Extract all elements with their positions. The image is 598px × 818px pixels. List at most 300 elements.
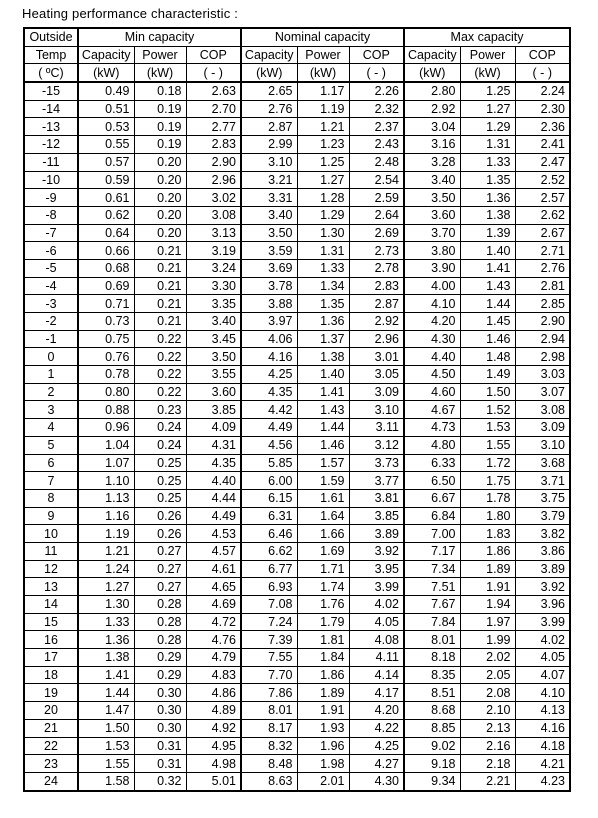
cell-max-power: 1.41 xyxy=(460,259,515,277)
cell-nominal-cop: 3.01 xyxy=(349,348,404,366)
cell-min-cop: 3.24 xyxy=(186,259,241,277)
header-unit: (kW) xyxy=(134,64,186,82)
cell-min-capacity: 0.71 xyxy=(78,295,134,313)
cell-nominal-capacity: 7.39 xyxy=(241,631,297,649)
cell-nominal-capacity: 4.56 xyxy=(241,436,297,454)
cell-min-cop: 3.13 xyxy=(186,224,241,242)
cell-max-capacity: 7.67 xyxy=(404,596,460,614)
cell-min-cop: 4.83 xyxy=(186,666,241,684)
cell-min-cop: 4.72 xyxy=(186,613,241,631)
cell-max-power: 1.43 xyxy=(460,277,515,295)
cell-max-capacity: 4.20 xyxy=(404,313,460,331)
cell-nominal-cop: 2.48 xyxy=(349,153,404,171)
cell-min-cop: 3.02 xyxy=(186,189,241,207)
cell-max-power: 1.97 xyxy=(460,613,515,631)
cell-nominal-cop: 3.92 xyxy=(349,542,404,560)
cell-nominal-capacity: 4.49 xyxy=(241,419,297,437)
cell-nominal-power: 1.44 xyxy=(297,419,349,437)
cell-nominal-capacity: 4.25 xyxy=(241,366,297,384)
cell-min-capacity: 0.66 xyxy=(78,242,134,260)
cell-min-power: 0.20 xyxy=(134,206,186,224)
cell-max-power: 1.33 xyxy=(460,153,515,171)
header-col-power: Power xyxy=(460,46,515,64)
cell-max-cop: 4.16 xyxy=(515,719,570,737)
cell-min-power: 0.29 xyxy=(134,649,186,667)
cell-min-power: 0.20 xyxy=(134,171,186,189)
cell-max-power: 1.86 xyxy=(460,542,515,560)
cell-temp: -2 xyxy=(24,313,78,331)
cell-temp: 1 xyxy=(24,366,78,384)
cell-max-cop: 2.24 xyxy=(515,82,570,100)
cell-max-cop: 3.10 xyxy=(515,436,570,454)
cell-nominal-cop: 4.17 xyxy=(349,684,404,702)
cell-nominal-capacity: 4.42 xyxy=(241,401,297,419)
cell-temp: 3 xyxy=(24,401,78,419)
cell-max-cop: 2.36 xyxy=(515,118,570,136)
cell-min-cop: 3.30 xyxy=(186,277,241,295)
table-row xyxy=(24,100,570,118)
cell-min-power: 0.23 xyxy=(134,401,186,419)
cell-nominal-cop: 4.11 xyxy=(349,649,404,667)
cell-nominal-cop: 2.37 xyxy=(349,118,404,136)
cell-max-capacity: 7.84 xyxy=(404,613,460,631)
cell-temp: 13 xyxy=(24,578,78,596)
cell-nominal-power: 1.59 xyxy=(297,472,349,490)
cell-min-cop: 2.63 xyxy=(186,82,241,100)
cell-min-capacity: 0.73 xyxy=(78,313,134,331)
cell-nominal-cop: 2.87 xyxy=(349,295,404,313)
cell-temp: 21 xyxy=(24,719,78,737)
cell-min-capacity: 1.30 xyxy=(78,596,134,614)
cell-nominal-cop: 4.05 xyxy=(349,613,404,631)
page-title: Heating performance characteristic : xyxy=(22,6,239,21)
cell-max-capacity: 6.50 xyxy=(404,472,460,490)
table-row xyxy=(24,366,570,384)
header-col-capacity: Capacity xyxy=(241,46,297,64)
cell-min-cop: 2.77 xyxy=(186,118,241,136)
cell-nominal-cop: 2.43 xyxy=(349,136,404,154)
cell-max-capacity: 8.85 xyxy=(404,719,460,737)
header-col-power: Power xyxy=(297,46,349,64)
cell-max-cop: 2.41 xyxy=(515,136,570,154)
cell-max-power: 1.44 xyxy=(460,295,515,313)
cell-max-capacity: 7.34 xyxy=(404,560,460,578)
cell-max-capacity: 3.70 xyxy=(404,224,460,242)
cell-nominal-capacity: 5.85 xyxy=(241,454,297,472)
cell-max-power: 1.89 xyxy=(460,560,515,578)
cell-min-power: 0.30 xyxy=(134,719,186,737)
cell-max-cop: 2.76 xyxy=(515,259,570,277)
cell-nominal-capacity: 8.63 xyxy=(241,772,297,790)
cell-max-power: 1.27 xyxy=(460,100,515,118)
cell-max-power: 2.08 xyxy=(460,684,515,702)
cell-max-capacity: 4.10 xyxy=(404,295,460,313)
table-row xyxy=(24,118,570,136)
cell-max-power: 2.16 xyxy=(460,737,515,755)
header-col-power: Power xyxy=(134,46,186,64)
cell-nominal-cop: 4.02 xyxy=(349,596,404,614)
cell-min-capacity: 1.41 xyxy=(78,666,134,684)
cell-min-power: 0.22 xyxy=(134,366,186,384)
cell-nominal-power: 1.74 xyxy=(297,578,349,596)
cell-nominal-capacity: 3.21 xyxy=(241,171,297,189)
cell-temp: 4 xyxy=(24,419,78,437)
cell-nominal-power: 1.71 xyxy=(297,560,349,578)
cell-min-cop: 3.35 xyxy=(186,295,241,313)
cell-max-cop: 3.08 xyxy=(515,401,570,419)
cell-max-cop: 3.86 xyxy=(515,542,570,560)
cell-nominal-cop: 2.96 xyxy=(349,330,404,348)
cell-temp: 24 xyxy=(24,772,78,790)
header-unit: (kW) xyxy=(78,64,134,82)
cell-nominal-power: 1.17 xyxy=(297,82,349,100)
table-row xyxy=(24,472,570,490)
cell-min-power: 0.18 xyxy=(134,82,186,100)
table-row xyxy=(24,702,570,720)
cell-temp: 22 xyxy=(24,737,78,755)
cell-max-cop: 2.62 xyxy=(515,206,570,224)
cell-nominal-power: 1.25 xyxy=(297,153,349,171)
header-row-groups xyxy=(24,28,570,46)
cell-temp: 19 xyxy=(24,684,78,702)
table-row xyxy=(24,666,570,684)
cell-max-power: 1.72 xyxy=(460,454,515,472)
cell-min-power: 0.21 xyxy=(134,313,186,331)
table-row xyxy=(24,542,570,560)
header-group-nominal: Nominal capacity xyxy=(241,28,404,46)
cell-max-cop: 4.23 xyxy=(515,772,570,790)
cell-nominal-power: 1.84 xyxy=(297,649,349,667)
cell-nominal-power: 1.57 xyxy=(297,454,349,472)
cell-max-cop: 4.07 xyxy=(515,666,570,684)
cell-min-cop: 3.55 xyxy=(186,366,241,384)
cell-nominal-power: 1.34 xyxy=(297,277,349,295)
cell-min-capacity: 1.16 xyxy=(78,507,134,525)
cell-temp: -13 xyxy=(24,118,78,136)
cell-nominal-power: 1.69 xyxy=(297,542,349,560)
cell-max-cop: 3.82 xyxy=(515,525,570,543)
cell-nominal-power: 1.21 xyxy=(297,118,349,136)
cell-nominal-capacity: 7.55 xyxy=(241,649,297,667)
cell-min-cop: 5.01 xyxy=(186,772,241,790)
cell-nominal-power: 1.66 xyxy=(297,525,349,543)
table-row xyxy=(24,578,570,596)
cell-max-capacity: 6.84 xyxy=(404,507,460,525)
cell-temp: -3 xyxy=(24,295,78,313)
cell-min-capacity: 0.69 xyxy=(78,277,134,295)
cell-nominal-power: 1.29 xyxy=(297,206,349,224)
header-row-units xyxy=(24,64,570,82)
cell-nominal-cop: 4.08 xyxy=(349,631,404,649)
cell-max-power: 1.48 xyxy=(460,348,515,366)
cell-nominal-power: 1.41 xyxy=(297,383,349,401)
cell-nominal-cop: 4.27 xyxy=(349,755,404,773)
table-row xyxy=(24,153,570,171)
cell-nominal-capacity: 7.08 xyxy=(241,596,297,614)
cell-nominal-capacity: 4.16 xyxy=(241,348,297,366)
cell-max-cop: 3.07 xyxy=(515,383,570,401)
heating-performance-table xyxy=(23,27,571,792)
cell-min-power: 0.24 xyxy=(134,436,186,454)
cell-nominal-power: 1.79 xyxy=(297,613,349,631)
header-unit: (kW) xyxy=(404,64,460,82)
cell-nominal-cop: 4.20 xyxy=(349,702,404,720)
cell-max-power: 1.94 xyxy=(460,596,515,614)
cell-temp: 10 xyxy=(24,525,78,543)
cell-nominal-capacity: 7.86 xyxy=(241,684,297,702)
cell-max-capacity: 4.00 xyxy=(404,277,460,295)
cell-nominal-cop: 3.12 xyxy=(349,436,404,454)
cell-max-power: 2.05 xyxy=(460,666,515,684)
cell-min-power: 0.32 xyxy=(134,772,186,790)
cell-min-power: 0.20 xyxy=(134,153,186,171)
cell-max-capacity: 3.28 xyxy=(404,153,460,171)
header-unit: (kW) xyxy=(297,64,349,82)
cell-nominal-power: 1.30 xyxy=(297,224,349,242)
cell-temp: 5 xyxy=(24,436,78,454)
table-row xyxy=(24,719,570,737)
cell-temp: 6 xyxy=(24,454,78,472)
cell-nominal-capacity: 2.65 xyxy=(241,82,297,100)
header-col-capacity: Capacity xyxy=(78,46,134,64)
cell-min-cop: 3.85 xyxy=(186,401,241,419)
cell-min-power: 0.21 xyxy=(134,242,186,260)
table-row xyxy=(24,525,570,543)
cell-max-capacity: 6.33 xyxy=(404,454,460,472)
cell-max-capacity: 7.00 xyxy=(404,525,460,543)
table-row xyxy=(24,348,570,366)
cell-nominal-power: 1.36 xyxy=(297,313,349,331)
cell-max-cop: 4.10 xyxy=(515,684,570,702)
cell-min-cop: 4.35 xyxy=(186,454,241,472)
header-group-min: Min capacity xyxy=(78,28,241,46)
cell-max-power: 1.53 xyxy=(460,419,515,437)
cell-max-capacity: 7.51 xyxy=(404,578,460,596)
cell-nominal-capacity: 3.59 xyxy=(241,242,297,260)
cell-nominal-cop: 2.32 xyxy=(349,100,404,118)
cell-nominal-capacity: 3.31 xyxy=(241,189,297,207)
cell-max-cop: 2.47 xyxy=(515,153,570,171)
cell-nominal-capacity: 6.31 xyxy=(241,507,297,525)
cell-min-cop: 3.19 xyxy=(186,242,241,260)
cell-nominal-capacity: 4.35 xyxy=(241,383,297,401)
cell-nominal-capacity: 2.99 xyxy=(241,136,297,154)
cell-min-capacity: 0.88 xyxy=(78,401,134,419)
cell-min-cop: 4.40 xyxy=(186,472,241,490)
cell-nominal-power: 1.37 xyxy=(297,330,349,348)
cell-min-power: 0.28 xyxy=(134,613,186,631)
cell-min-capacity: 1.44 xyxy=(78,684,134,702)
cell-max-cop: 3.89 xyxy=(515,560,570,578)
cell-min-cop: 3.40 xyxy=(186,313,241,331)
cell-max-cop: 3.79 xyxy=(515,507,570,525)
cell-max-power: 1.31 xyxy=(460,136,515,154)
cell-nominal-cop: 2.26 xyxy=(349,82,404,100)
cell-min-power: 0.20 xyxy=(134,224,186,242)
cell-max-capacity: 2.80 xyxy=(404,82,460,100)
cell-min-cop: 4.31 xyxy=(186,436,241,454)
table-row xyxy=(24,613,570,631)
cell-nominal-cop: 3.81 xyxy=(349,489,404,507)
cell-temp: 16 xyxy=(24,631,78,649)
cell-min-power: 0.21 xyxy=(134,295,186,313)
cell-temp: 17 xyxy=(24,649,78,667)
cell-nominal-power: 2.01 xyxy=(297,772,349,790)
cell-nominal-capacity: 6.93 xyxy=(241,578,297,596)
cell-nominal-capacity: 8.01 xyxy=(241,702,297,720)
table-row xyxy=(24,224,570,242)
cell-max-power: 1.52 xyxy=(460,401,515,419)
cell-max-capacity: 3.90 xyxy=(404,259,460,277)
cell-max-cop: 4.21 xyxy=(515,755,570,773)
cell-max-capacity: 3.80 xyxy=(404,242,460,260)
cell-nominal-power: 1.86 xyxy=(297,666,349,684)
cell-min-power: 0.31 xyxy=(134,737,186,755)
cell-nominal-cop: 3.05 xyxy=(349,366,404,384)
header-unit: (kW) xyxy=(241,64,297,82)
table-row xyxy=(24,242,570,260)
cell-min-power: 0.19 xyxy=(134,136,186,154)
cell-max-cop: 4.02 xyxy=(515,631,570,649)
cell-max-capacity: 3.50 xyxy=(404,189,460,207)
cell-nominal-cop: 4.14 xyxy=(349,666,404,684)
cell-min-power: 0.27 xyxy=(134,542,186,560)
cell-max-capacity: 8.68 xyxy=(404,702,460,720)
header-unit: ( - ) xyxy=(349,64,404,82)
cell-min-cop: 3.60 xyxy=(186,383,241,401)
cell-temp: -15 xyxy=(24,82,78,100)
table-row xyxy=(24,383,570,401)
cell-max-cop: 3.71 xyxy=(515,472,570,490)
cell-min-capacity: 0.75 xyxy=(78,330,134,348)
table-row xyxy=(24,206,570,224)
cell-temp: 11 xyxy=(24,542,78,560)
table-row xyxy=(24,295,570,313)
cell-nominal-cop: 2.54 xyxy=(349,171,404,189)
cell-min-power: 0.21 xyxy=(134,277,186,295)
cell-temp: -7 xyxy=(24,224,78,242)
cell-min-power: 0.27 xyxy=(134,578,186,596)
cell-nominal-cop: 2.83 xyxy=(349,277,404,295)
cell-min-capacity: 0.76 xyxy=(78,348,134,366)
cell-max-power: 2.13 xyxy=(460,719,515,737)
cell-min-capacity: 0.62 xyxy=(78,206,134,224)
cell-min-power: 0.19 xyxy=(134,118,186,136)
cell-nominal-cop: 2.78 xyxy=(349,259,404,277)
cell-nominal-cop: 3.10 xyxy=(349,401,404,419)
cell-nominal-cop: 3.89 xyxy=(349,525,404,543)
header-col-cop: COP xyxy=(515,46,570,64)
cell-nominal-power: 1.43 xyxy=(297,401,349,419)
table-row xyxy=(24,737,570,755)
cell-nominal-cop: 3.77 xyxy=(349,472,404,490)
cell-min-cop: 4.49 xyxy=(186,507,241,525)
table-row xyxy=(24,171,570,189)
cell-max-capacity: 2.92 xyxy=(404,100,460,118)
cell-min-capacity: 0.68 xyxy=(78,259,134,277)
cell-min-capacity: 0.57 xyxy=(78,153,134,171)
cell-min-capacity: 0.64 xyxy=(78,224,134,242)
cell-min-cop: 4.86 xyxy=(186,684,241,702)
cell-max-power: 1.36 xyxy=(460,189,515,207)
cell-min-capacity: 1.38 xyxy=(78,649,134,667)
cell-min-capacity: 1.47 xyxy=(78,702,134,720)
cell-temp: 20 xyxy=(24,702,78,720)
cell-min-cop: 4.61 xyxy=(186,560,241,578)
cell-nominal-power: 1.31 xyxy=(297,242,349,260)
cell-nominal-cop: 4.30 xyxy=(349,772,404,790)
cell-nominal-capacity: 3.10 xyxy=(241,153,297,171)
cell-nominal-cop: 2.92 xyxy=(349,313,404,331)
cell-min-power: 0.29 xyxy=(134,666,186,684)
cell-nominal-capacity: 3.69 xyxy=(241,259,297,277)
cell-min-power: 0.19 xyxy=(134,100,186,118)
cell-min-power: 0.31 xyxy=(134,755,186,773)
cell-min-power: 0.28 xyxy=(134,596,186,614)
table-row xyxy=(24,419,570,437)
cell-nominal-power: 1.64 xyxy=(297,507,349,525)
table-row xyxy=(24,454,570,472)
header-col-capacity: Capacity xyxy=(404,46,460,64)
cell-max-cop: 2.52 xyxy=(515,171,570,189)
cell-min-capacity: 1.10 xyxy=(78,472,134,490)
cell-max-power: 1.38 xyxy=(460,206,515,224)
cell-min-cop: 4.69 xyxy=(186,596,241,614)
cell-min-capacity: 0.49 xyxy=(78,82,134,100)
cell-nominal-power: 1.91 xyxy=(297,702,349,720)
cell-min-capacity: 0.53 xyxy=(78,118,134,136)
table-row xyxy=(24,631,570,649)
cell-max-power: 1.99 xyxy=(460,631,515,649)
cell-nominal-capacity: 6.00 xyxy=(241,472,297,490)
cell-nominal-cop: 2.64 xyxy=(349,206,404,224)
cell-min-power: 0.30 xyxy=(134,702,186,720)
cell-max-power: 1.83 xyxy=(460,525,515,543)
cell-max-power: 1.75 xyxy=(460,472,515,490)
cell-nominal-cop: 2.69 xyxy=(349,224,404,242)
cell-nominal-capacity: 3.40 xyxy=(241,206,297,224)
cell-max-power: 1.55 xyxy=(460,436,515,454)
cell-nominal-power: 1.27 xyxy=(297,171,349,189)
table-row xyxy=(24,277,570,295)
cell-temp: 9 xyxy=(24,507,78,525)
cell-temp: -10 xyxy=(24,171,78,189)
cell-nominal-power: 1.93 xyxy=(297,719,349,737)
cell-min-power: 0.24 xyxy=(134,419,186,437)
cell-max-cop: 3.96 xyxy=(515,596,570,614)
table-row xyxy=(24,596,570,614)
cell-max-cop: 3.68 xyxy=(515,454,570,472)
cell-min-capacity: 0.61 xyxy=(78,189,134,207)
header-temp-unit: ( ºC) xyxy=(24,64,78,82)
cell-nominal-power: 1.81 xyxy=(297,631,349,649)
cell-nominal-capacity: 6.77 xyxy=(241,560,297,578)
table-row xyxy=(24,772,570,790)
cell-temp: -11 xyxy=(24,153,78,171)
cell-nominal-capacity: 3.88 xyxy=(241,295,297,313)
cell-min-power: 0.25 xyxy=(134,454,186,472)
cell-max-capacity: 4.30 xyxy=(404,330,460,348)
cell-nominal-power: 1.46 xyxy=(297,436,349,454)
cell-nominal-capacity: 2.87 xyxy=(241,118,297,136)
cell-min-capacity: 1.21 xyxy=(78,542,134,560)
cell-max-capacity: 9.34 xyxy=(404,772,460,790)
cell-nominal-power: 1.61 xyxy=(297,489,349,507)
cell-max-power: 1.80 xyxy=(460,507,515,525)
cell-max-capacity: 3.16 xyxy=(404,136,460,154)
table-row xyxy=(24,507,570,525)
cell-max-capacity: 7.17 xyxy=(404,542,460,560)
